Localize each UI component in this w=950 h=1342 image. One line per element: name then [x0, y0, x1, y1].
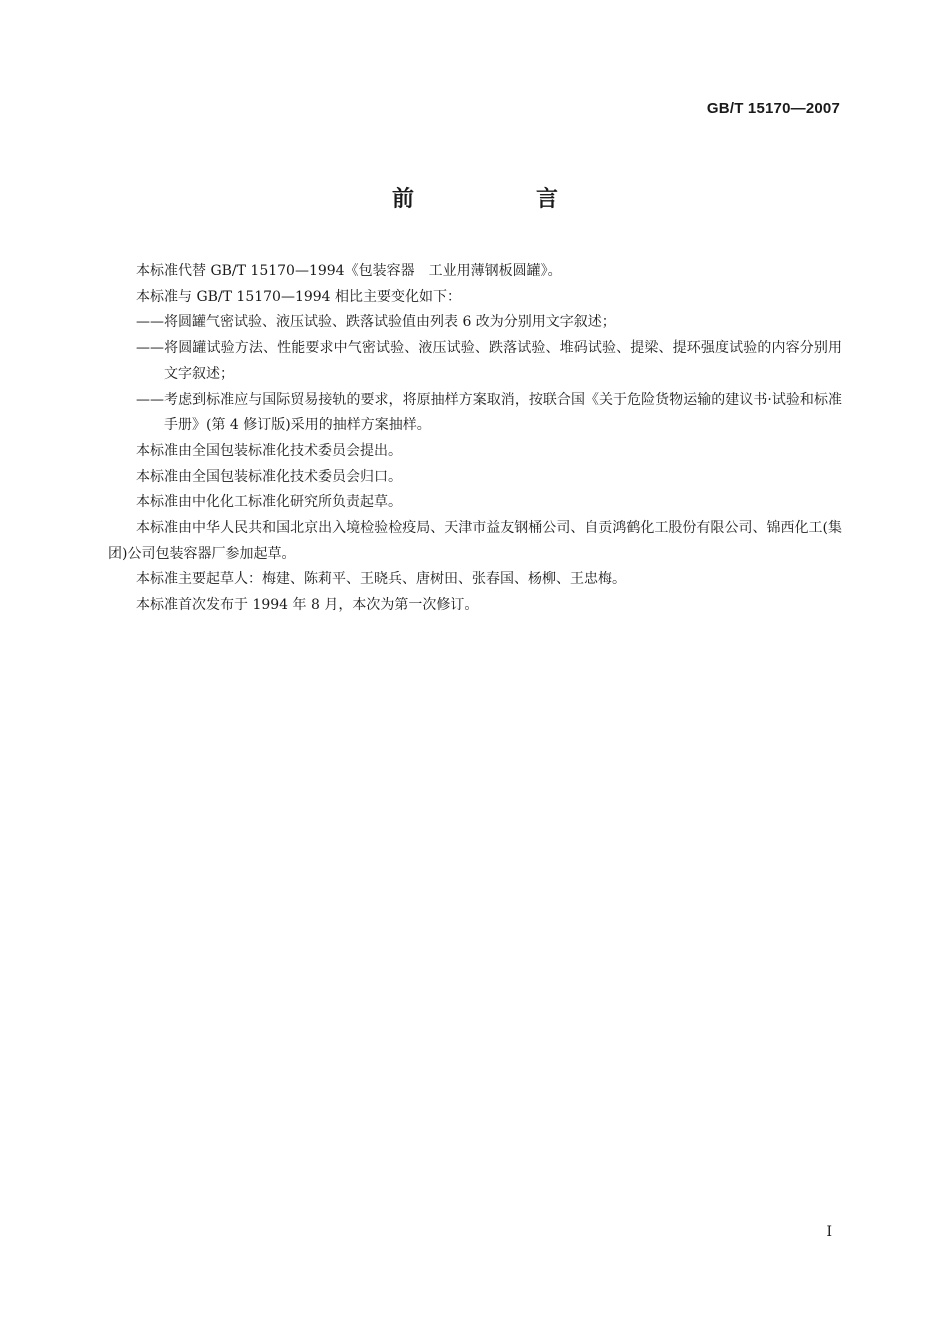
change-item-2: ——将圆罐试验方法、性能要求中气密试验、液压试验、跌落试验、堆码试验、提梁、提环强度试验的内容分别用文字叙述； [136, 340, 842, 382]
paragraph-participants: 本标准由中华人民共和国北京出入境检验检疫局、天津市益友钢桶公司、自贡鸿鹤化工股份有限公司、锦西化工(集团)公司包装容器厂参加起草。 [108, 520, 842, 562]
paragraph-centralized-by: 本标准由全国包装标准化技术委员会归口。 [136, 468, 402, 485]
paragraph-drafted-by: 本标准由中化化工标准化研究所负责起草。 [136, 494, 402, 511]
foreword-body [108, 259, 842, 619]
page-title: 前 言 [391, 187, 608, 212]
paragraph-replaces: 本标准代替 GB/T 15170—1994《包装容器 工业用薄钢板圆罐》。 [136, 263, 562, 279]
page-number: I [826, 1224, 832, 1240]
standard-code-header: GB/T 15170—2007 [706, 100, 840, 117]
change-item-3: ——考虑到标准应与国际贸易接轨的要求，将原抽样方案取消，按联合国《关于危险货物运输的建议书·试验和标准手册》(第 4 修订版)采用的抽样方案抽样。 [136, 391, 842, 434]
paragraph-history: 本标准首次发布于 1994 年 8 月，本次为第一次修订。 [136, 597, 479, 614]
paragraph-drafters: 本标准主要起草人：梅建、陈莉平、王晓兵、唐树田、张春国、杨柳、王忠梅。 [136, 571, 626, 588]
change-item-1: ——将圆罐气密试验、液压试验、跌落试验值由列表 6 改为分别用文字叙述； [136, 314, 616, 331]
paragraph-proposed-by: 本标准由全国包装标准化技术委员会提出。 [136, 442, 402, 459]
paragraph-changes-intro: 本标准与 GB/T 15170—1994 相比主要变化如下： [136, 288, 462, 305]
